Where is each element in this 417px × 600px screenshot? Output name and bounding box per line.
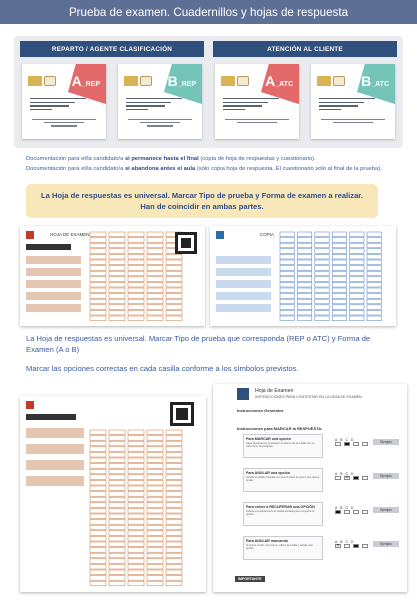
answer-sheet-original (20, 226, 205, 326)
government-logo (221, 76, 235, 86)
booklet-footer-text (28, 119, 100, 129)
instructions-general: Instrucciones Generales (237, 408, 284, 413)
government-logo (28, 76, 42, 86)
answer-sheet-graphic (20, 226, 205, 326)
note-remain: Documentación para el/la candidato/a si permanece hasta el final (copia de hoja de respuestas y cuestionario). (26, 156, 316, 162)
answer-sheet-detail-graphic (20, 396, 206, 592)
panel-title-reparto: REPARTO / AGENTE CLASIFICACIÓN (20, 41, 204, 57)
coat-of-arms-icon (140, 76, 152, 86)
important-label: IMPORTANTE (235, 577, 265, 581)
booklet-header-text (319, 98, 375, 112)
instruction-cancel-mark: Para ANULAR marcando Si quiere anular una marca, rellene la casilla y señale otra opción. (243, 536, 323, 560)
instruction-mark: Para MARCAR una opción Haga desaparecer el espacio en blanco de la casilla con un trazo firme de bolígrafo. (243, 434, 323, 458)
booklet-panel-atencion (207, 36, 403, 148)
bubbles-recover: A B C D (335, 506, 368, 514)
section-paragraph-2: Marcar las opciones correctas en cada casilla conforme a los símbolos previstos. (26, 364, 299, 373)
booklet-header-text (30, 98, 86, 112)
example-tag: Ejemplo (373, 541, 399, 547)
answer-sheet-copy-graphic (210, 226, 396, 326)
instructions-title: Hoja de Examen (255, 388, 294, 394)
answer-sheet-detail (20, 396, 206, 592)
instruction-cancel: Para ANULAR una opción Señale la casilla marcada con una X sobre la opción que desea anular. (243, 468, 323, 492)
government-logo (317, 76, 331, 86)
booklet-letter: A_ATC (265, 73, 293, 89)
booklet-panel-reparto (14, 36, 210, 148)
bubbles-cancel-mark: A B C D × (335, 540, 368, 548)
booklet-cover-a-atc (215, 64, 299, 139)
instructions-subtitle: INSTRUCCIONES PARA CONTESTAR EN LA HOJA DE EXAMEN (255, 395, 362, 399)
coat-of-arms-icon (44, 76, 56, 86)
answer-sheet-copy (210, 226, 396, 326)
booklet-header-text (126, 98, 182, 112)
instructions-sheet (213, 384, 407, 592)
coat-of-arms-icon (237, 76, 249, 86)
instructions-respuestas: Instrucciones para MARCAR la RESPUESTA: (237, 426, 323, 431)
note-leave: Documentación para el/la candidato/a si abandona antes el aula (sólo copia hoja de respuesta. El cuestionario sólo al final de la prueba). (26, 166, 382, 172)
booklet-letter: B_REP (167, 73, 196, 89)
sheet-title: HOJA DE EXAMEN (50, 232, 90, 237)
example-tag: Ejemplo (373, 507, 399, 513)
instruction-banner: La Hoja de respuestas es universal. Marcar Tipo de prueba y Forma de examen a realizar. Han de coincidir en ambas partes. (26, 184, 378, 218)
example-tag: Ejemplo (373, 473, 399, 479)
panel-title-atencion: ATENCIÓN AL CLIENTE (213, 41, 397, 57)
example-tag: Ejemplo (373, 439, 399, 445)
booklet-header-text (223, 98, 279, 112)
booklet-footer-text (317, 119, 389, 125)
page-title: Prueba de examen. Cuadernillos y hojas de respuesta (68, 5, 349, 19)
coat-of-arms-icon (333, 76, 345, 86)
booklet-cover-b-atc (311, 64, 395, 139)
section-paragraph-1: La Hoja de respuestas es universal. Marcar Tipo de prueba que corresponda (REP o ATC) y Forma de Examen (A o B) (26, 334, 371, 354)
bubbles-mark: A B C D (335, 438, 368, 446)
booklet-cover-b-rep (118, 64, 202, 139)
booklet-footer-text (221, 119, 293, 125)
logo-icon (237, 388, 249, 400)
booklet-letter: A_REP (71, 73, 100, 89)
instruction-recover: Para volver a RECUPERAR una OPCIÓN Rellene completamente la casilla anulada para recuperar la opción. (243, 502, 323, 526)
booklet-footer-text (124, 119, 196, 129)
booklet-letter: B_ATC (361, 73, 389, 89)
booklet-cover-a-rep (22, 64, 106, 139)
government-logo (124, 76, 138, 86)
bubbles-cancel: A B C D × (335, 472, 368, 480)
sheet-title: COPIA (260, 232, 275, 237)
page-header (0, 0, 417, 24)
